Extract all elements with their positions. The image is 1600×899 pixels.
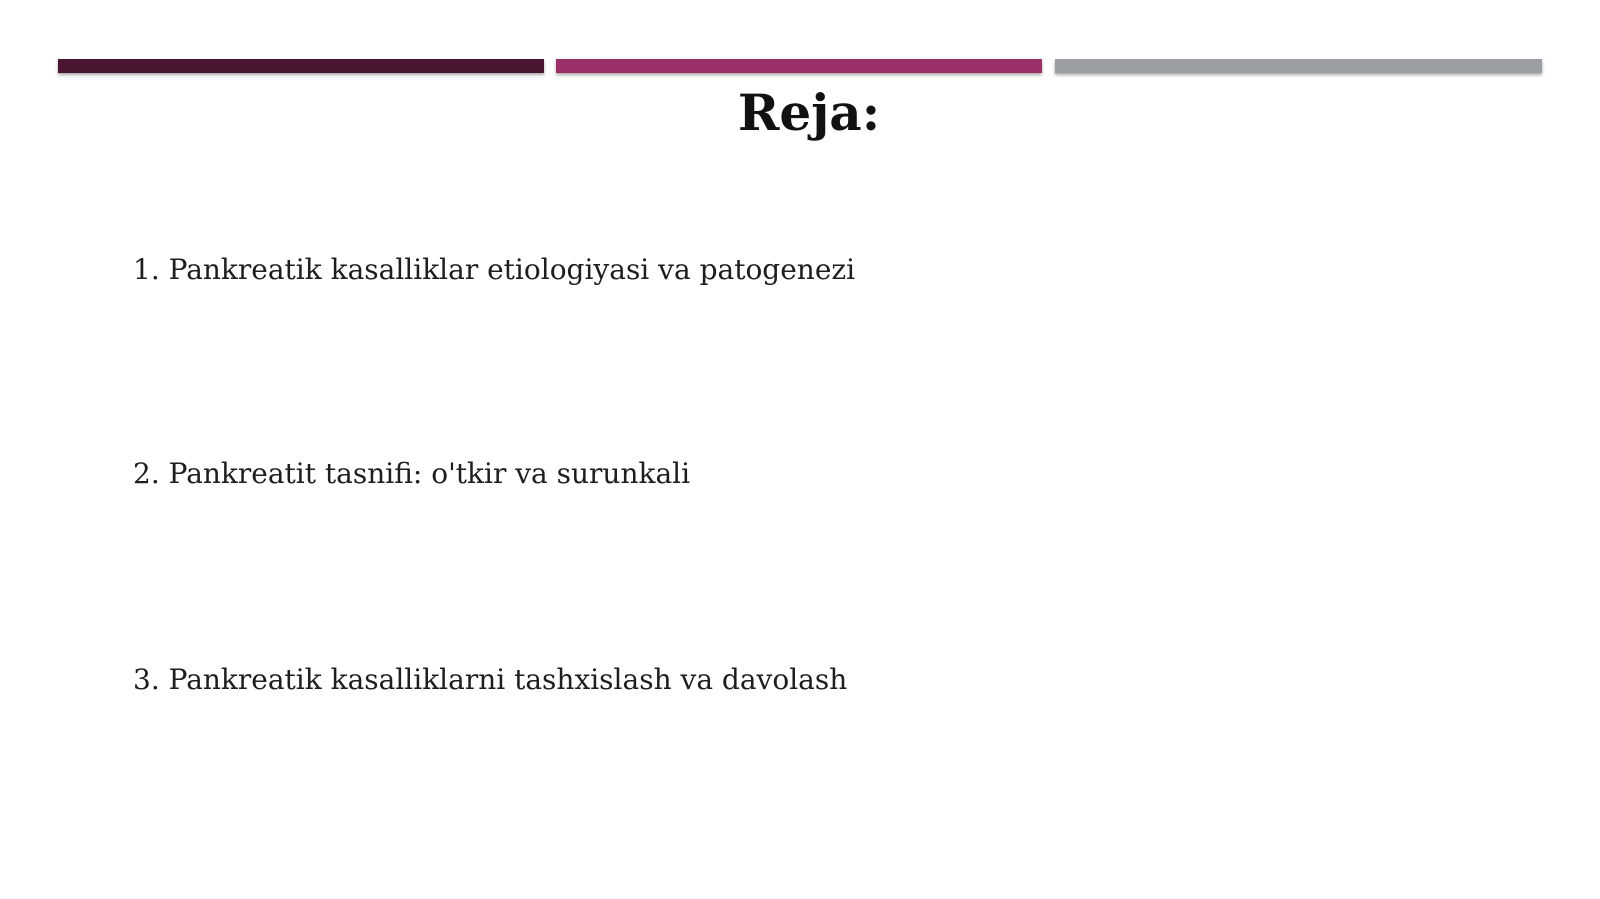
accent-bar-dark (58, 59, 544, 73)
accent-bar-magenta (556, 59, 1042, 73)
slide-title: Reja: (737, 83, 881, 142)
accent-bar-gray (1055, 59, 1542, 73)
plan-item: 2. Pankreatit tasnifi: o'tkir va surunkali (133, 457, 691, 490)
plan-item: 3. Pankreatik kasalliklarni tashxislash va davolash (133, 663, 848, 696)
plan-item: 1. Pankreatik kasalliklar etiologiyasi va patogenezi (133, 253, 856, 286)
accent-bars (58, 59, 1542, 73)
